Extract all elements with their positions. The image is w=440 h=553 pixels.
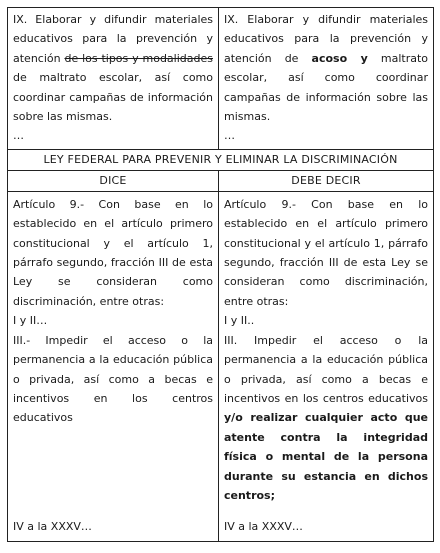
- cell-article-9-dice: [8, 191, 219, 541]
- fraction-iii: III.- Impedir el acceso o la permanencia a la educación pública o privada, así como a becas e incentivos en los centros educativos: [13, 333, 213, 425]
- text-segment: maltrato escolar, así como coordinar campañas de información sobre las mismas.: [224, 51, 428, 124]
- ellipsis: …: [13, 129, 24, 143]
- cell-article-9-debe-decir: [219, 191, 434, 541]
- cell-ix-dice: [8, 8, 219, 150]
- fraction-iii: [224, 331, 428, 506]
- ellipsis: …: [224, 129, 235, 143]
- fractions-iv-xxxv: IV a la XXXV…: [224, 520, 303, 534]
- table-row-law-title: [8, 149, 434, 170]
- bold-text: acoso y: [311, 51, 368, 65]
- comparison-table: [7, 7, 434, 542]
- struck-text: de los tipos y modalidades: [64, 51, 213, 65]
- fractions-i-ii: I y II…: [13, 314, 48, 328]
- fraction-ix-dice-text: [13, 10, 213, 126]
- table-row-fraction-ix: [8, 8, 434, 150]
- text-segment: III. Impedir el acceso o la permanencia a la educación pública o privada, así como a becas e incentivos en los centros educativos: [224, 333, 428, 405]
- article-intro: Artículo 9.- Con base en lo establecido en el artículo primero constitucional y el artículo 1, párrafo segundo, fracción III de esta Ley se consideran como discriminación, entre otras:: [224, 197, 428, 308]
- cell-ix-debe-decir: [219, 8, 434, 150]
- fraction-ix-debe-decir-text: [224, 10, 428, 126]
- bold-text: y/o realizar cualquier acto que atente contra la integridad física o mental de la persona durante su estancia en dichos centros;: [224, 411, 428, 502]
- article-intro: Artículo 9.- Con base en lo establecido en el artículo primero constitucional y el artículo 1, párrafo segundo, fracción III de esta Ley se consideran como discriminación, entre otras:: [13, 197, 213, 308]
- text-segment: IX. Elaborar y difundir materiales educativos para la prevención y atención de: [224, 13, 428, 65]
- text-segment: IX. Elaborar y difundir materiales educativos para la prevención y atención: [13, 13, 213, 65]
- table-row-headers: [8, 170, 434, 191]
- table-row-article-9: [8, 191, 434, 541]
- header-dice: DICE: [8, 170, 219, 191]
- comparison-document: [7, 7, 433, 546]
- fractions-iv-xxxv: IV a la XXXV…: [13, 520, 92, 534]
- fractions-i-ii: I y II..: [224, 314, 255, 328]
- text-segment: de maltrato escolar, así como coordinar campañas de información sobre las mismas.: [13, 71, 213, 124]
- header-debe-decir: DEBE DECIR: [219, 170, 434, 191]
- law-title: LEY FEDERAL PARA PREVENIR Y ELIMINAR LA DISCRIMINACIÓN: [8, 149, 434, 170]
